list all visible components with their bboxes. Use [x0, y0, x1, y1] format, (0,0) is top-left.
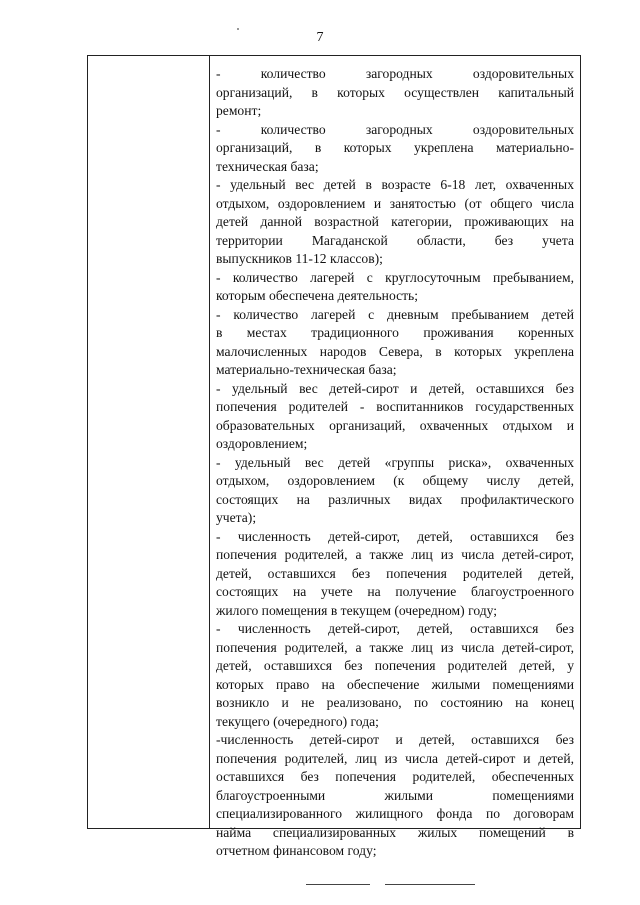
text-line: отдыхом, оздоровлением (к общему числу детей,	[216, 473, 574, 488]
text-line: попечения родителей - воспитанников государственных	[216, 399, 574, 414]
text-line: оздоровлением;	[216, 436, 308, 451]
text-line: специализированного жилищного фонда по договорам	[216, 806, 574, 821]
table-right-cell	[210, 56, 580, 858]
text-line: территории Магаданской области, без учета	[216, 232, 574, 248]
text-line: - удельный вес детей «группы риска», охваченных	[216, 454, 574, 470]
text-line: - численность детей-сирот, детей, оставшихся без	[216, 621, 574, 636]
text-line: ремонт;	[216, 103, 262, 118]
text-line: которых право на обеспечение жилыми помещениями	[216, 676, 574, 692]
text-line: текущего (очередного) года;	[216, 713, 379, 729]
text-line: - удельный вес детей-сирот и детей, оставшихся без	[216, 380, 574, 396]
text-line: в местах традиционного проживания коренных	[216, 325, 574, 340]
text-line: состоящих на различных видах профилактического	[216, 491, 574, 507]
text-line: организаций, в которых укреплена материально-	[216, 140, 574, 155]
text-line: образовательных организаций, охваченных отдыхом и	[216, 417, 574, 433]
text-line: - количество загородных оздоровительных	[216, 121, 574, 137]
text-line: - удельный вес детей в возрасте 6-18 лет, охваченных	[216, 177, 574, 192]
text-line: детей, оставшихся без попечения родителей детей, у	[216, 658, 574, 673]
page-number: 7	[316, 30, 324, 45]
footer-rule-right	[385, 884, 475, 885]
text-line: попечения родителей, а также лиц из числа детей-сирот,	[216, 639, 574, 655]
text-line: техническая база;	[216, 158, 319, 174]
text-line: -численность детей-сирот и детей, оставшихся без	[216, 732, 574, 747]
text-line: - количество загородных оздоровительных	[216, 66, 574, 81]
text-line: детей, оставшихся без попечения родителей детей,	[216, 565, 574, 581]
text-line: - количество лагерей с круглосуточным пребыванием,	[216, 269, 574, 285]
footer-rule-left	[306, 884, 370, 885]
text-line: детей данной возрастной категории, проживающих на	[216, 214, 574, 229]
text-line: благоустроенными жилыми помещениями	[216, 787, 574, 803]
text-line: попечения родителей, а также лиц из числа детей-сирот,	[216, 547, 574, 562]
text-line: найма специализированных жилых помещений в	[216, 824, 574, 840]
text-line: оставшихся без попечения родителей, обеспеченных	[216, 769, 574, 784]
text-line: отдыхом, оздоровлением и занятостью (от общего числа	[216, 195, 574, 211]
text-line: состоящих на учете на получение благоустроенного	[216, 584, 574, 599]
text-line: выпускников 11-12 классов);	[216, 251, 383, 266]
text-line: - количество лагерей с дневным пребыванием детей	[216, 306, 574, 322]
document-table	[87, 55, 581, 858]
scan-artifact	[237, 28, 239, 30]
table-left-cell	[88, 56, 210, 828]
text-line: попечения родителей, лиц из числа детей-сирот и детей,	[216, 750, 574, 766]
text-line: отчетном финансовом году;	[216, 843, 377, 858]
text-line: которым обеспечена деятельность;	[216, 288, 419, 303]
text-line: организаций, в которых осуществлен капитальный	[216, 84, 574, 100]
text-line: - численность детей-сирот, детей, оставшихся без	[216, 528, 574, 544]
text-line: возникло и не реализовано, по состоянию на конец	[216, 695, 574, 710]
text-line: материально-техническая база;	[216, 362, 397, 377]
text-line: учета);	[216, 510, 257, 525]
text-line: жилого помещения в текущем (очередном) году;	[216, 602, 498, 618]
text-line: малочисленных народов Севера, в которых укреплена	[216, 343, 574, 359]
